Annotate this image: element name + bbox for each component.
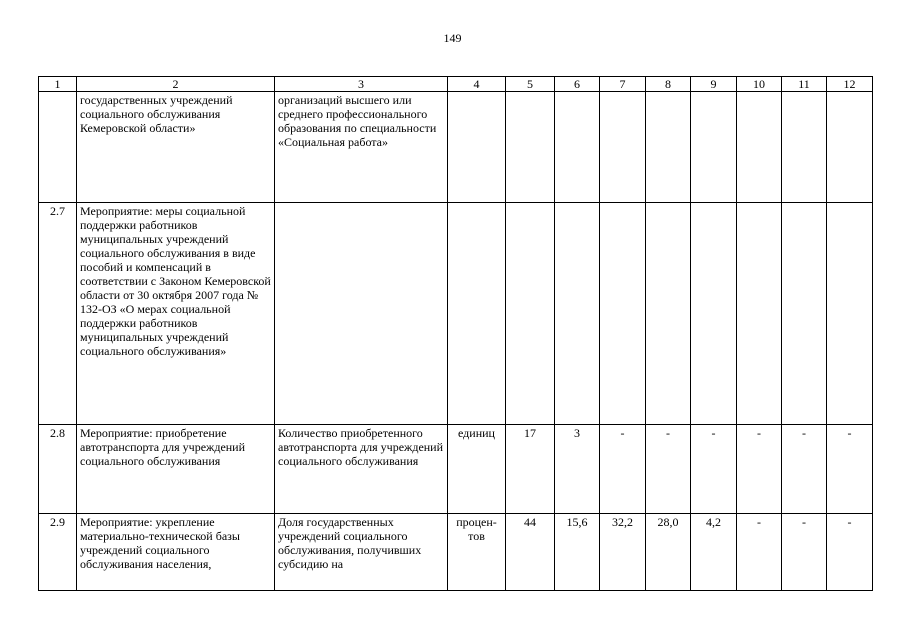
value-cell: -: [827, 514, 873, 591]
unit-cell: [448, 203, 506, 425]
column-number: 9: [691, 77, 737, 92]
value-cell: -: [782, 514, 827, 591]
activity-cell: Мероприятие: укрепление материально-технической базы учреждений социального обслуживания населения,: [77, 514, 275, 591]
indicator-cell: Доля государственных учреждений социального обслуживания, получивших субсидию на: [275, 514, 448, 591]
column-number: 10: [737, 77, 782, 92]
value-cell: [600, 92, 646, 203]
column-number: 6: [555, 77, 600, 92]
column-number: 11: [782, 77, 827, 92]
value-cell: [555, 92, 600, 203]
column-number: 8: [646, 77, 691, 92]
value-cell: 44: [506, 514, 555, 591]
value-cell: -: [737, 425, 782, 514]
value-cell: [506, 92, 555, 203]
value-cell: [555, 203, 600, 425]
table-row: [39, 514, 873, 591]
column-number-row: [39, 77, 873, 92]
activity-cell: Мероприятие: приобретение автотранспорта для учреждений социального обслуживания: [77, 425, 275, 514]
page-number: 149: [443, 31, 462, 45]
column-number: 2: [77, 77, 275, 92]
table-row: [39, 92, 873, 203]
value-cell: [737, 92, 782, 203]
unit-cell: процен-тов: [448, 514, 506, 591]
value-cell: [827, 92, 873, 203]
row-number: 2.9: [39, 514, 77, 591]
column-number: 5: [506, 77, 555, 92]
column-number: 4: [448, 77, 506, 92]
row-number: [39, 92, 77, 203]
value-cell: [782, 92, 827, 203]
value-cell: -: [827, 425, 873, 514]
row-number: 2.7: [39, 203, 77, 425]
value-cell: 17: [506, 425, 555, 514]
value-cell: 28,0: [646, 514, 691, 591]
unit-cell: единиц: [448, 425, 506, 514]
value-cell: -: [691, 425, 737, 514]
value-cell: [737, 203, 782, 425]
value-cell: [827, 203, 873, 425]
value-cell: 3: [555, 425, 600, 514]
value-cell: [691, 203, 737, 425]
activity-cell: Мероприятие: меры социальной поддержки работников муниципальных учреждений социального обслуживания в виде пособий и компенсаций в соответствии с Законом Кемеровской области от 30 октября 2007 года № 132-ОЗ «О мерах социальной поддержки работников муниципальных учреждений социального обслуживания»: [77, 203, 275, 425]
value-cell: [600, 203, 646, 425]
value-cell: [782, 203, 827, 425]
value-cell: [646, 203, 691, 425]
row-number: 2.8: [39, 425, 77, 514]
unit-cell: [448, 92, 506, 203]
value-cell: 15,6: [555, 514, 600, 591]
table-row: [39, 203, 873, 425]
value-cell: -: [737, 514, 782, 591]
indicator-cell: организаций высшего или среднего профессионального образования по специальности «Социальная работа»: [275, 92, 448, 203]
column-number: 1: [39, 77, 77, 92]
column-number: 3: [275, 77, 448, 92]
value-cell: -: [646, 425, 691, 514]
value-cell: [646, 92, 691, 203]
table-row: [39, 425, 873, 514]
column-number: 7: [600, 77, 646, 92]
indicator-cell: [275, 203, 448, 425]
value-cell: [506, 203, 555, 425]
activity-cell: государственных учреждений социального обслуживания Кемеровской области»: [77, 92, 275, 203]
value-cell: 32,2: [600, 514, 646, 591]
value-cell: 4,2: [691, 514, 737, 591]
indicator-cell: Количество приобретенного автотранспорта для учреждений социального обслуживания: [275, 425, 448, 514]
value-cell: -: [782, 425, 827, 514]
program-table: [38, 76, 873, 591]
value-cell: [691, 92, 737, 203]
column-number: 12: [827, 77, 873, 92]
value-cell: -: [600, 425, 646, 514]
